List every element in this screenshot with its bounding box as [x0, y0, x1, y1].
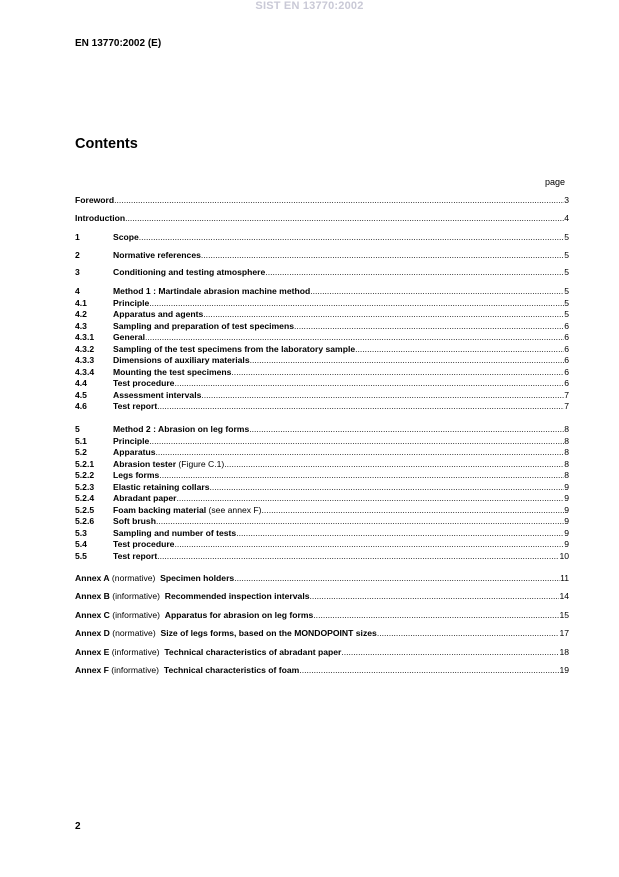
toc-number: 4 [75, 286, 80, 296]
toc-page-number: 6 [564, 343, 569, 354]
toc-number: 4.2 [75, 309, 87, 319]
toc-page-number: 8 [564, 458, 569, 469]
toc-entry-5-2-5[interactable] [75, 504, 569, 516]
toc-title: Conditioning and testing atmosphere [113, 267, 266, 277]
toc-page-number: 7 [564, 389, 569, 400]
toc-number: 5.2.1 [75, 458, 95, 469]
toc-page-number: 6 [564, 366, 569, 377]
toc-page-number: 8 [564, 447, 569, 457]
toc-entry-annex-c[interactable] [75, 609, 569, 621]
toc-title: Legs forms [113, 470, 160, 480]
toc-number: 5.4 [75, 539, 87, 549]
annex-label: Annex C [75, 610, 110, 620]
toc-page-number: 9 [564, 516, 569, 526]
dot-leader [309, 590, 559, 602]
toc-page-number: 8 [564, 424, 569, 434]
toc-entry-annex-d[interactable] [75, 627, 569, 639]
toc-title: Apparatus [113, 447, 156, 457]
toc-entry-4-3-2[interactable] [75, 343, 569, 355]
toc-page-number: 5 [564, 297, 569, 308]
dot-leader [234, 572, 560, 584]
dot-leader [156, 515, 564, 527]
toc-title: Test report [113, 550, 158, 561]
toc-page-number: 5 [564, 267, 569, 277]
dot-leader [174, 538, 564, 550]
annex-type: (informative) [109, 610, 165, 620]
toc-entry-5-2-6[interactable] [75, 515, 569, 527]
toc-page-number: 10 [559, 550, 569, 561]
toc-entry-4-3[interactable] [75, 320, 569, 332]
toc-number: 4.3 [75, 320, 87, 331]
toc-page-number: 8 [564, 470, 569, 480]
toc-entry-4-1[interactable] [75, 297, 569, 309]
toc-title: Scope [113, 232, 139, 242]
toc-number: 4.3.2 [75, 343, 95, 354]
toc-entry-4-6[interactable] [75, 400, 569, 412]
annex-type: (normative) [109, 628, 161, 638]
annex-label: Annex B [75, 591, 110, 601]
dot-leader [310, 285, 564, 297]
dot-leader [224, 458, 564, 470]
annex-type: (informative) [109, 591, 165, 601]
toc-entry-4-3-4[interactable] [75, 366, 569, 378]
toc-number: 4.6 [75, 401, 87, 411]
toc-title: Assessment intervals [113, 389, 202, 400]
dot-leader [236, 527, 564, 539]
toc-title: Technical characteristics of abradant paper [164, 647, 342, 657]
dot-leader [299, 664, 559, 676]
dot-leader [201, 389, 564, 401]
toc-entry-4-5[interactable] [75, 389, 569, 401]
dot-leader [249, 423, 564, 435]
dot-leader [203, 308, 564, 320]
toc-title: Specimen holders [160, 573, 235, 583]
toc-number: 5.5 [75, 550, 87, 561]
toc-title: Abrasion tester (Figure C.1) [113, 458, 225, 469]
toc-title-suffix: (see annex F) [206, 504, 262, 515]
dot-leader [262, 504, 565, 516]
toc-title: Recommended inspection intervals [164, 591, 310, 601]
dot-leader [156, 446, 565, 458]
toc-entry-3[interactable] [75, 266, 569, 278]
toc-entry-5-1[interactable] [75, 435, 569, 447]
toc-page-number: 9 [564, 504, 569, 515]
toc-page-number: 6 [564, 332, 569, 342]
toc-page-number: 5 [564, 250, 569, 260]
toc-title-suffix: (Figure C.1) [176, 458, 225, 469]
dot-leader [341, 646, 559, 658]
toc-entry-4[interactable] [75, 285, 569, 297]
toc-title: Sampling of the test specimens from the laboratory sample [113, 343, 356, 354]
toc-title: Method 2 : Abrasion on leg forms [113, 424, 250, 434]
toc-number: 5 [75, 424, 80, 434]
toc-number: 5.1 [75, 435, 87, 446]
toc-page-number: 3 [564, 195, 569, 205]
toc-page-number: 5 [564, 286, 569, 296]
dot-leader [145, 331, 564, 343]
toc-entry-4-4[interactable] [75, 377, 569, 389]
toc-number: 4.5 [75, 389, 87, 400]
toc-page-number: 9 [564, 481, 569, 492]
dot-leader [294, 320, 564, 332]
dot-leader [201, 249, 564, 261]
toc-number: 3 [75, 267, 80, 277]
toc-title: Sampling and number of tests [113, 527, 237, 538]
toc-entry-5-5[interactable] [75, 550, 569, 562]
annex-type: (informative) [108, 665, 164, 675]
toc-title: Foreword [75, 195, 115, 205]
toc-title: Principle [113, 297, 150, 308]
dot-leader [149, 297, 564, 309]
toc-page-number: 19 [559, 665, 569, 675]
toc-title: Introduction [75, 213, 126, 223]
toc-number: 5.2.4 [75, 493, 95, 503]
toc-title: Soft brush [113, 516, 156, 526]
toc-number: 5.2.2 [75, 470, 95, 480]
toc-entry-5-4[interactable] [75, 538, 569, 550]
contents-title: Contents [75, 136, 138, 152]
toc-number: 4.1 [75, 297, 87, 308]
toc-page-number: 17 [559, 628, 569, 638]
toc-number: 1 [75, 232, 80, 242]
toc-page-number: 14 [559, 591, 569, 601]
toc-entry-5-2[interactable] [75, 446, 569, 458]
annex-label: Annex A [75, 573, 110, 583]
toc-entry-introduction[interactable] [75, 212, 569, 224]
toc-number: 5.2.6 [75, 516, 95, 526]
toc-page-number: 15 [559, 610, 569, 620]
toc-page-number: 8 [564, 435, 569, 446]
toc-entry-5-2-4[interactable] [75, 492, 569, 504]
dot-leader [157, 550, 559, 562]
toc-page-number: 9 [564, 539, 569, 549]
dot-leader [355, 343, 564, 355]
toc-number: 4.3.1 [75, 332, 95, 342]
dot-leader [209, 481, 564, 493]
toc-title: Apparatus and agents [113, 309, 204, 319]
toc-entry-4-3-1[interactable] [75, 331, 569, 343]
annex-type: (informative) [109, 647, 165, 657]
toc-title: Test report [113, 401, 158, 411]
toc-page-number: 9 [564, 527, 569, 538]
toc-entry-5-2-2[interactable] [75, 469, 569, 481]
toc-title: Elastic retaining collars [113, 481, 210, 492]
toc-entry-2[interactable] [75, 249, 569, 261]
annex-label: Annex F [75, 665, 109, 675]
dot-leader [313, 609, 559, 621]
toc-title: Abradant paper [113, 493, 177, 503]
toc-page-number: 5 [564, 309, 569, 319]
toc-entry-1[interactable] [75, 231, 569, 243]
toc-number: 4.3.3 [75, 355, 95, 365]
watermark: SIST EN 13770:2002 [255, 0, 364, 12]
toc-entry-annex-b[interactable] [75, 590, 569, 602]
toc-title: Principle [113, 435, 150, 446]
toc-entry-4-3-3[interactable] [75, 354, 569, 366]
toc-entry-annex-e[interactable] [75, 646, 569, 658]
dot-leader [157, 400, 564, 412]
toc-entry-5-2-1[interactable] [75, 458, 569, 470]
dot-leader [231, 366, 564, 378]
toc-title: Normative references [113, 250, 201, 260]
toc-page-number: 6 [564, 378, 569, 388]
toc-page-number: 5 [564, 232, 569, 242]
page-column-label: page [545, 177, 566, 187]
toc-page-number: 18 [559, 647, 569, 657]
toc-entry-annex-a[interactable] [75, 572, 569, 584]
toc-number: 5.3 [75, 527, 87, 538]
toc-entry-foreword[interactable] [75, 194, 569, 206]
toc-entry-4-2[interactable] [75, 308, 569, 320]
toc-page-number: 6 [564, 320, 569, 331]
toc-number: 2 [75, 250, 80, 260]
annex-type: (normative) [109, 573, 161, 583]
toc-title: Technical characteristics of foam [163, 665, 300, 675]
toc-number: 4.3.4 [75, 366, 95, 377]
toc-title: Foam backing material (see annex F) [113, 504, 262, 515]
toc-number: 4.4 [75, 378, 87, 388]
toc-page-number: 4 [564, 213, 569, 223]
dot-leader [265, 266, 564, 278]
toc-title: Mounting the test specimens [113, 366, 232, 377]
footer-page-number: 2 [75, 821, 81, 832]
toc-title: Test procedure [113, 378, 175, 388]
dot-leader [139, 231, 564, 243]
dot-leader [114, 194, 564, 206]
toc-page-number: 6 [564, 355, 569, 365]
toc-entry-5-3[interactable] [75, 527, 569, 539]
dot-leader [377, 627, 560, 639]
toc-entry-5[interactable] [75, 423, 569, 435]
toc-title: Dimensions of auxiliary materials [113, 355, 250, 365]
toc-entry-5-2-3[interactable] [75, 481, 569, 493]
toc-number: 5.2 [75, 447, 87, 457]
dot-leader [177, 492, 565, 504]
toc-title: Method 1 : Martindale abrasion machine method [113, 286, 311, 296]
dot-leader [250, 354, 565, 366]
toc-title: Test procedure [113, 539, 175, 549]
toc-page-number: 11 [560, 573, 569, 583]
dot-leader [149, 435, 564, 447]
annex-label: Annex D [75, 628, 110, 638]
toc-title: Size of legs forms, based on the MONDOPOINT sizes [160, 628, 377, 638]
document-id: EN 13770:2002 (E) [75, 38, 162, 49]
dot-leader [159, 469, 564, 481]
annex-label: Annex E [75, 647, 110, 657]
toc-page-number: 9 [564, 493, 569, 503]
dot-leader [174, 377, 564, 389]
toc-number: 5.2.5 [75, 504, 95, 515]
toc-page-number: 7 [564, 401, 569, 411]
toc-entry-annex-f[interactable] [75, 664, 569, 676]
dot-leader [125, 212, 564, 224]
toc-title: Apparatus for abrasion on leg forms [164, 610, 314, 620]
toc-title: General [113, 332, 146, 342]
toc-title: Sampling and preparation of test specimens [113, 320, 294, 331]
toc-number: 5.2.3 [75, 481, 95, 492]
